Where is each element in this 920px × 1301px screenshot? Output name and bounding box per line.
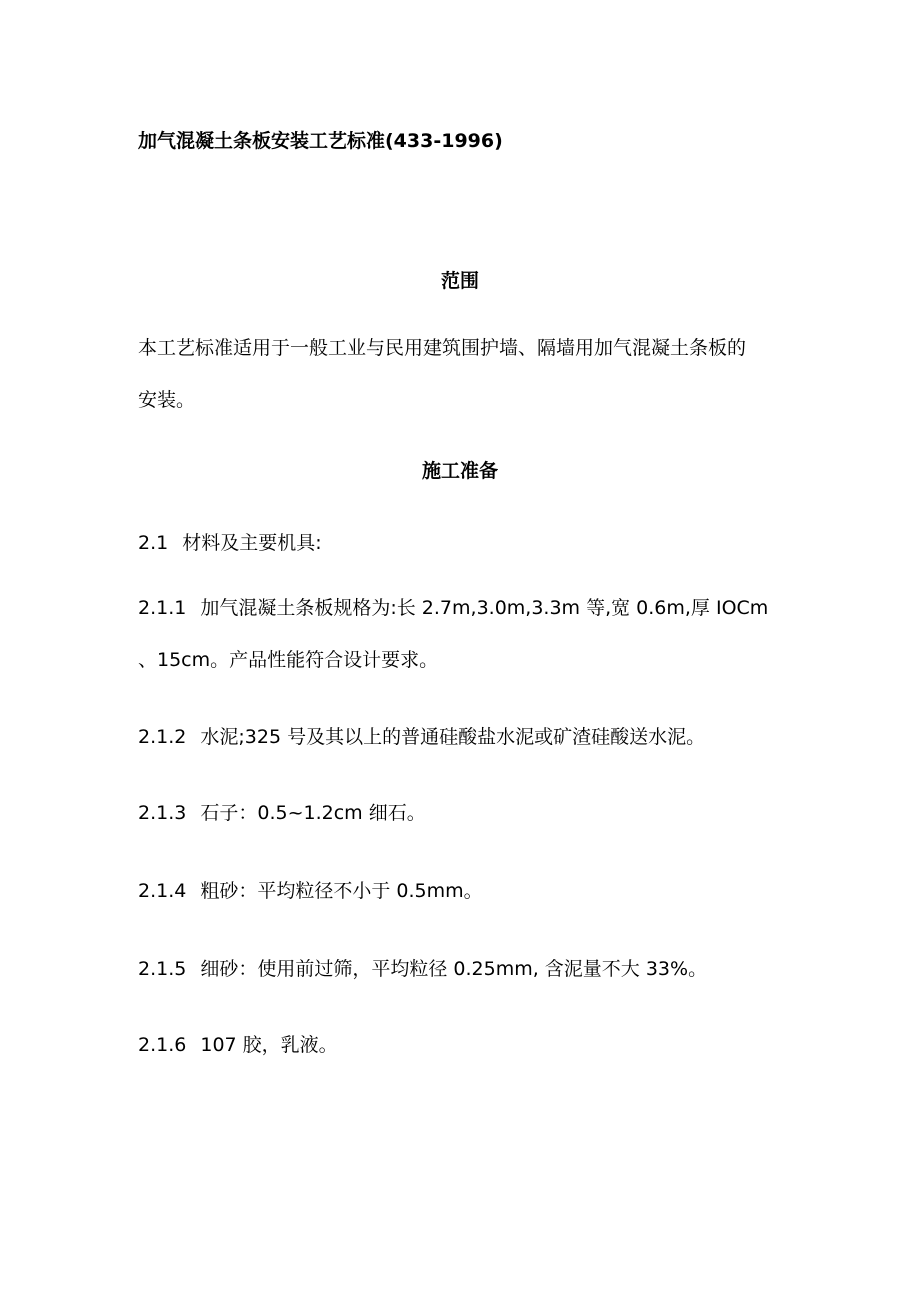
item-number: 2.1.4 <box>138 880 187 902</box>
list-item <box>138 954 798 981</box>
scope-paragraph <box>138 322 798 426</box>
section-heading-scope: 范围 <box>440 270 479 292</box>
list-item <box>138 798 798 825</box>
item-number: 2.1.1 <box>138 597 187 619</box>
item-text: 加气混凝土条板规格为:长 2.7m,3.0m,3.3m 等,宽 0.6m,厚 IOCm <box>200 597 769 619</box>
document-title: 加气混凝土条板安装工艺标准(433-1996) <box>138 130 503 152</box>
item-number: 2.1.3 <box>138 802 187 824</box>
item-number: 2.1.5 <box>138 958 187 980</box>
list-item <box>138 722 798 749</box>
scope-paragraph-line2: 安装。 <box>138 389 196 411</box>
list-item <box>138 876 798 903</box>
item-text: 材料及主要机具: <box>182 532 322 554</box>
item-text: 细砂：使用前过筛，平均粒径 0.25mm, 含泥量不大 33%。 <box>200 958 708 980</box>
item-text: 石子：0.5~1.2cm 细石。 <box>200 802 426 824</box>
item-text: 粗砂：平均粒径不小于 0.5mm。 <box>200 880 483 902</box>
item-text-continued: 、15cm。产品性能符合设计要求。 <box>138 649 439 671</box>
scope-paragraph-line1: 本工艺标准适用于一般工业与民用建筑围护墙、隔墙用加气混凝土条板的 <box>138 337 747 359</box>
item-number: 2.1.6 <box>138 1034 187 1056</box>
list-item <box>138 528 798 555</box>
item-text: 107 胶，乳液。 <box>200 1034 338 1056</box>
item-text: 水泥;325 号及其以上的普通硅酸盐水泥或矿渣硅酸送水泥。 <box>200 726 706 748</box>
item-number: 2.1 <box>138 532 169 554</box>
section-heading-preparation: 施工准备 <box>421 460 498 482</box>
list-item <box>138 582 798 686</box>
item-number: 2.1.2 <box>138 726 187 748</box>
list-item <box>138 1030 798 1057</box>
